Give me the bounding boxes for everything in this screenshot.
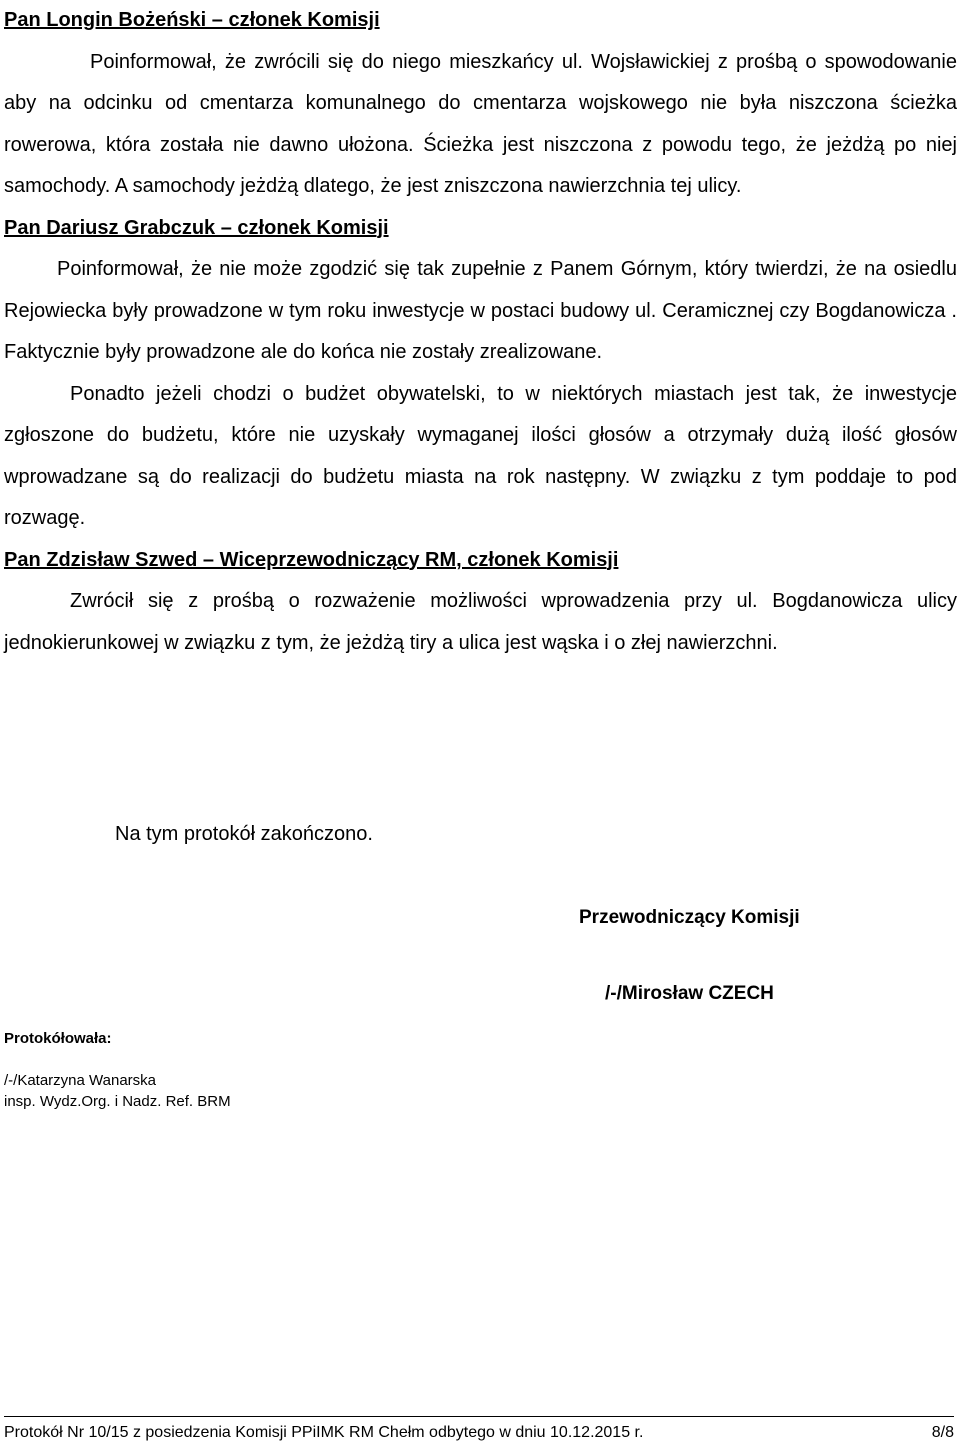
statement-bozenski: Poinformował, że zwrócili się do niego mieszkańcy ul. Wojsławickiej z prośbą o spowodowanie aby na odcinku od cmentarza komunalnego do cmentarza wojskowego nie była niszczona ścieżka rowerowa, która została nie dawno ułożona. Ścieżka jest niszczona z powodu tego, że jeżdżą po niej samochody. A samochody jeżdżą dlatego, że jest zniszczona nawierzchnia tej ulicy.: [4, 50, 957, 197]
closing-statement: Na tym protokół zakończono.: [115, 823, 373, 845]
speaker-heading-bozenski: Pan Longin Bożeński – członek Komisji: [4, 9, 380, 31]
recorder-label: Protokółowała:: [4, 1030, 112, 1047]
recorder-role: insp. Wydz.Org. i Nadz. Ref. BRM: [4, 1093, 231, 1110]
chair-signature: /-/Mirosław CZECH: [605, 983, 774, 1004]
document-body: [4, 0, 957, 664]
page-footer: [4, 1416, 954, 1445]
statement-grabczuk-1: Poinformował, że nie może zgodzić się tak zupełnie z Panem Górnym, który twierdzi, że na osiedlu Rejowiecka były prowadzone w tym roku inwestycje w postaci budowy ul. Ceramicznej czy Bogdanowicza . Faktycznie były prowadzone ale do końca nie zostały zrealizowane.: [4, 258, 957, 363]
recorder-name: /-/Katarzyna Wanarska: [4, 1072, 156, 1089]
chair-title: Przewodniczący Komisji: [579, 907, 800, 928]
page-number: 8/8: [931, 1424, 954, 1441]
speaker-heading-szwed: Pan Zdzisław Szwed – Wiceprzewodniczący RM, członek Komisji: [4, 548, 619, 571]
statement-szwed: Zwrócił się z prośbą o rozważenie możliwości wprowadzenia przy ul. Bogdanowicza ulicy jednokierunkowej w związku z tym, że jeżdżą tiry a ulica jest wąska i o złej nawierzchni.: [4, 590, 957, 654]
statement-grabczuk-2: Ponadto jeżeli chodzi o budżet obywatelski, to w niektórych miastach jest tak, że inwestycje zgłoszone do budżetu, które nie uzyskały wymaganej ilości głosów a otrzymały dużą ilość głosów wprowadzane są do realizacji do budżetu miasta na rok następny. W związku z tym poddaje to pod rozwagę.: [4, 382, 957, 529]
footer-document-title: Protokół Nr 10/15 z posiedzenia Komisji PPiIMK RM Chełm odbytego w dniu 10.12.2015 r.: [4, 1424, 644, 1441]
speaker-heading-grabczuk: Pan Dariusz Grabczuk – członek Komisji: [4, 216, 389, 239]
